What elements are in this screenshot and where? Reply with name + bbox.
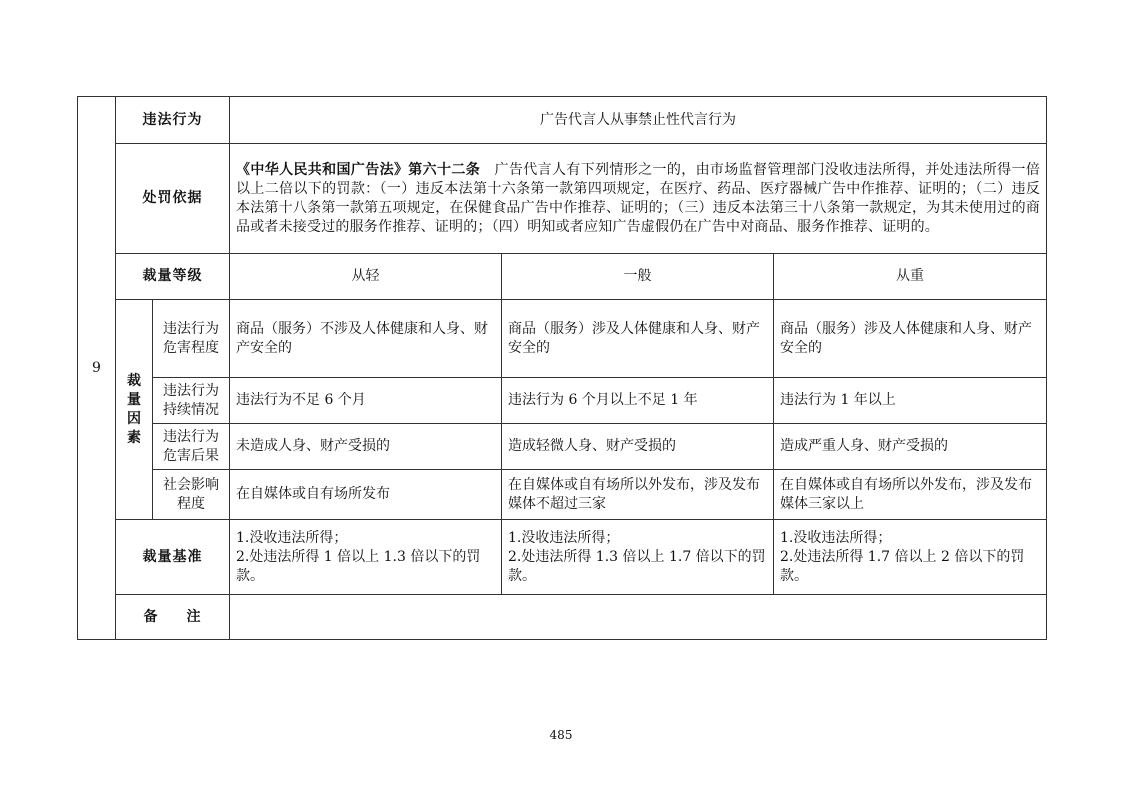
factor-value: 商品（服务）不涉及人体健康和人身、财产安全的 — [230, 300, 502, 378]
factor-value: 在自媒体或自有场所以外发布，涉及发布媒体不超过三家 — [502, 470, 774, 520]
factor-row — [78, 470, 1047, 520]
standard-row — [78, 520, 1047, 595]
factor-name: 社会影响程度 — [153, 470, 230, 520]
factor-value: 违法行为不足 6 个月 — [230, 378, 502, 424]
factor-value: 造成严重人身、财产受损的 — [774, 424, 1047, 470]
factors-header-char: 量 — [127, 391, 141, 408]
standard-light — [230, 520, 502, 595]
violation-row — [78, 97, 1047, 144]
factor-value: 在自媒体或自有场所发布 — [230, 470, 502, 520]
factor-value: 违法行为 1 年以上 — [774, 378, 1047, 424]
remarks-header — [116, 595, 230, 640]
basis-header: 处罚依据 — [116, 144, 230, 254]
factor-name: 违法行为持续情况 — [153, 378, 230, 424]
factor-value: 违法行为 6 个月以上不足 1 年 — [502, 378, 774, 424]
factors-header-char: 素 — [127, 429, 141, 446]
penalty-discretion-table — [77, 96, 1047, 640]
remarks-content — [230, 595, 1047, 640]
standard-line: 1.没收违法所得； — [236, 529, 348, 546]
basis-row — [78, 144, 1047, 254]
standard-general — [502, 520, 774, 595]
standard-line: 1.没收违法所得； — [780, 529, 892, 546]
remarks-header-char: 注 — [186, 608, 202, 625]
factor-value: 商品（服务）涉及人体健康和人身、财产安全的 — [502, 300, 774, 378]
standard-line: 2.处违法所得 1.3 倍以上 1.7 倍以下的罚款。 — [508, 548, 766, 584]
violation-header: 违法行为 — [116, 97, 230, 144]
factor-name: 违法行为危害程度 — [153, 300, 230, 378]
standard-header: 裁量基准 — [116, 520, 230, 595]
remarks-row — [78, 595, 1047, 640]
factor-name: 违法行为危害后果 — [153, 424, 230, 470]
factor-value: 未造成人身、财产受损的 — [230, 424, 502, 470]
standard-line: 2.处违法所得 1.7 倍以上 2 倍以下的罚款。 — [780, 548, 1025, 584]
level-row — [78, 254, 1047, 300]
level-heavy: 从重 — [774, 254, 1047, 300]
level-light: 从轻 — [230, 254, 502, 300]
standard-heavy — [774, 520, 1047, 595]
factor-row — [78, 424, 1047, 470]
item-number: 9 — [78, 97, 116, 640]
level-general: 一般 — [502, 254, 774, 300]
factor-row — [78, 378, 1047, 424]
factor-value: 商品（服务）涉及人体健康和人身、财产安全的 — [774, 300, 1047, 378]
level-header: 裁量等级 — [116, 254, 230, 300]
basis-text: 广告代言人有下列情形之一的，由市场监督管理部门没收违法所得，并处违法所得一倍以上二倍以下的罚款：（一）违反本法第十六条第一款第四项规定，在医疗、药品、医疗器械广告中作推荐、证明的；（二）违反本法第十八条第一款第五项规定，在保健食品广告中作推荐、证明的；（三）违反本法第三十八条第一款规定，为其未使用过的商品或者未接受过的服务作推荐、证明的；（四）明知或者应知广告虚假仍在广告中对商品、服务作推荐、证明的。 — [236, 161, 1041, 235]
remarks-header-char: 备 — [143, 608, 159, 625]
standard-line: 1.没收违法所得； — [508, 529, 620, 546]
basis-law-name: 《中华人民共和国广告法》第六十二条 — [236, 161, 481, 178]
factor-row — [78, 300, 1047, 378]
factors-header — [116, 300, 153, 520]
page-number: 485 — [549, 728, 573, 742]
standard-line: 2.处违法所得 1 倍以上 1.3 倍以下的罚款。 — [236, 548, 481, 584]
factors-header-char: 裁 — [127, 372, 141, 389]
basis-content — [230, 144, 1047, 254]
factor-value: 在自媒体或自有场所以外发布，涉及发布媒体三家以上 — [774, 470, 1047, 520]
factors-header-char: 因 — [127, 410, 141, 427]
violation-text: 广告代言人从事禁止性代言行为 — [230, 97, 1047, 144]
factor-value: 造成轻微人身、财产受损的 — [502, 424, 774, 470]
